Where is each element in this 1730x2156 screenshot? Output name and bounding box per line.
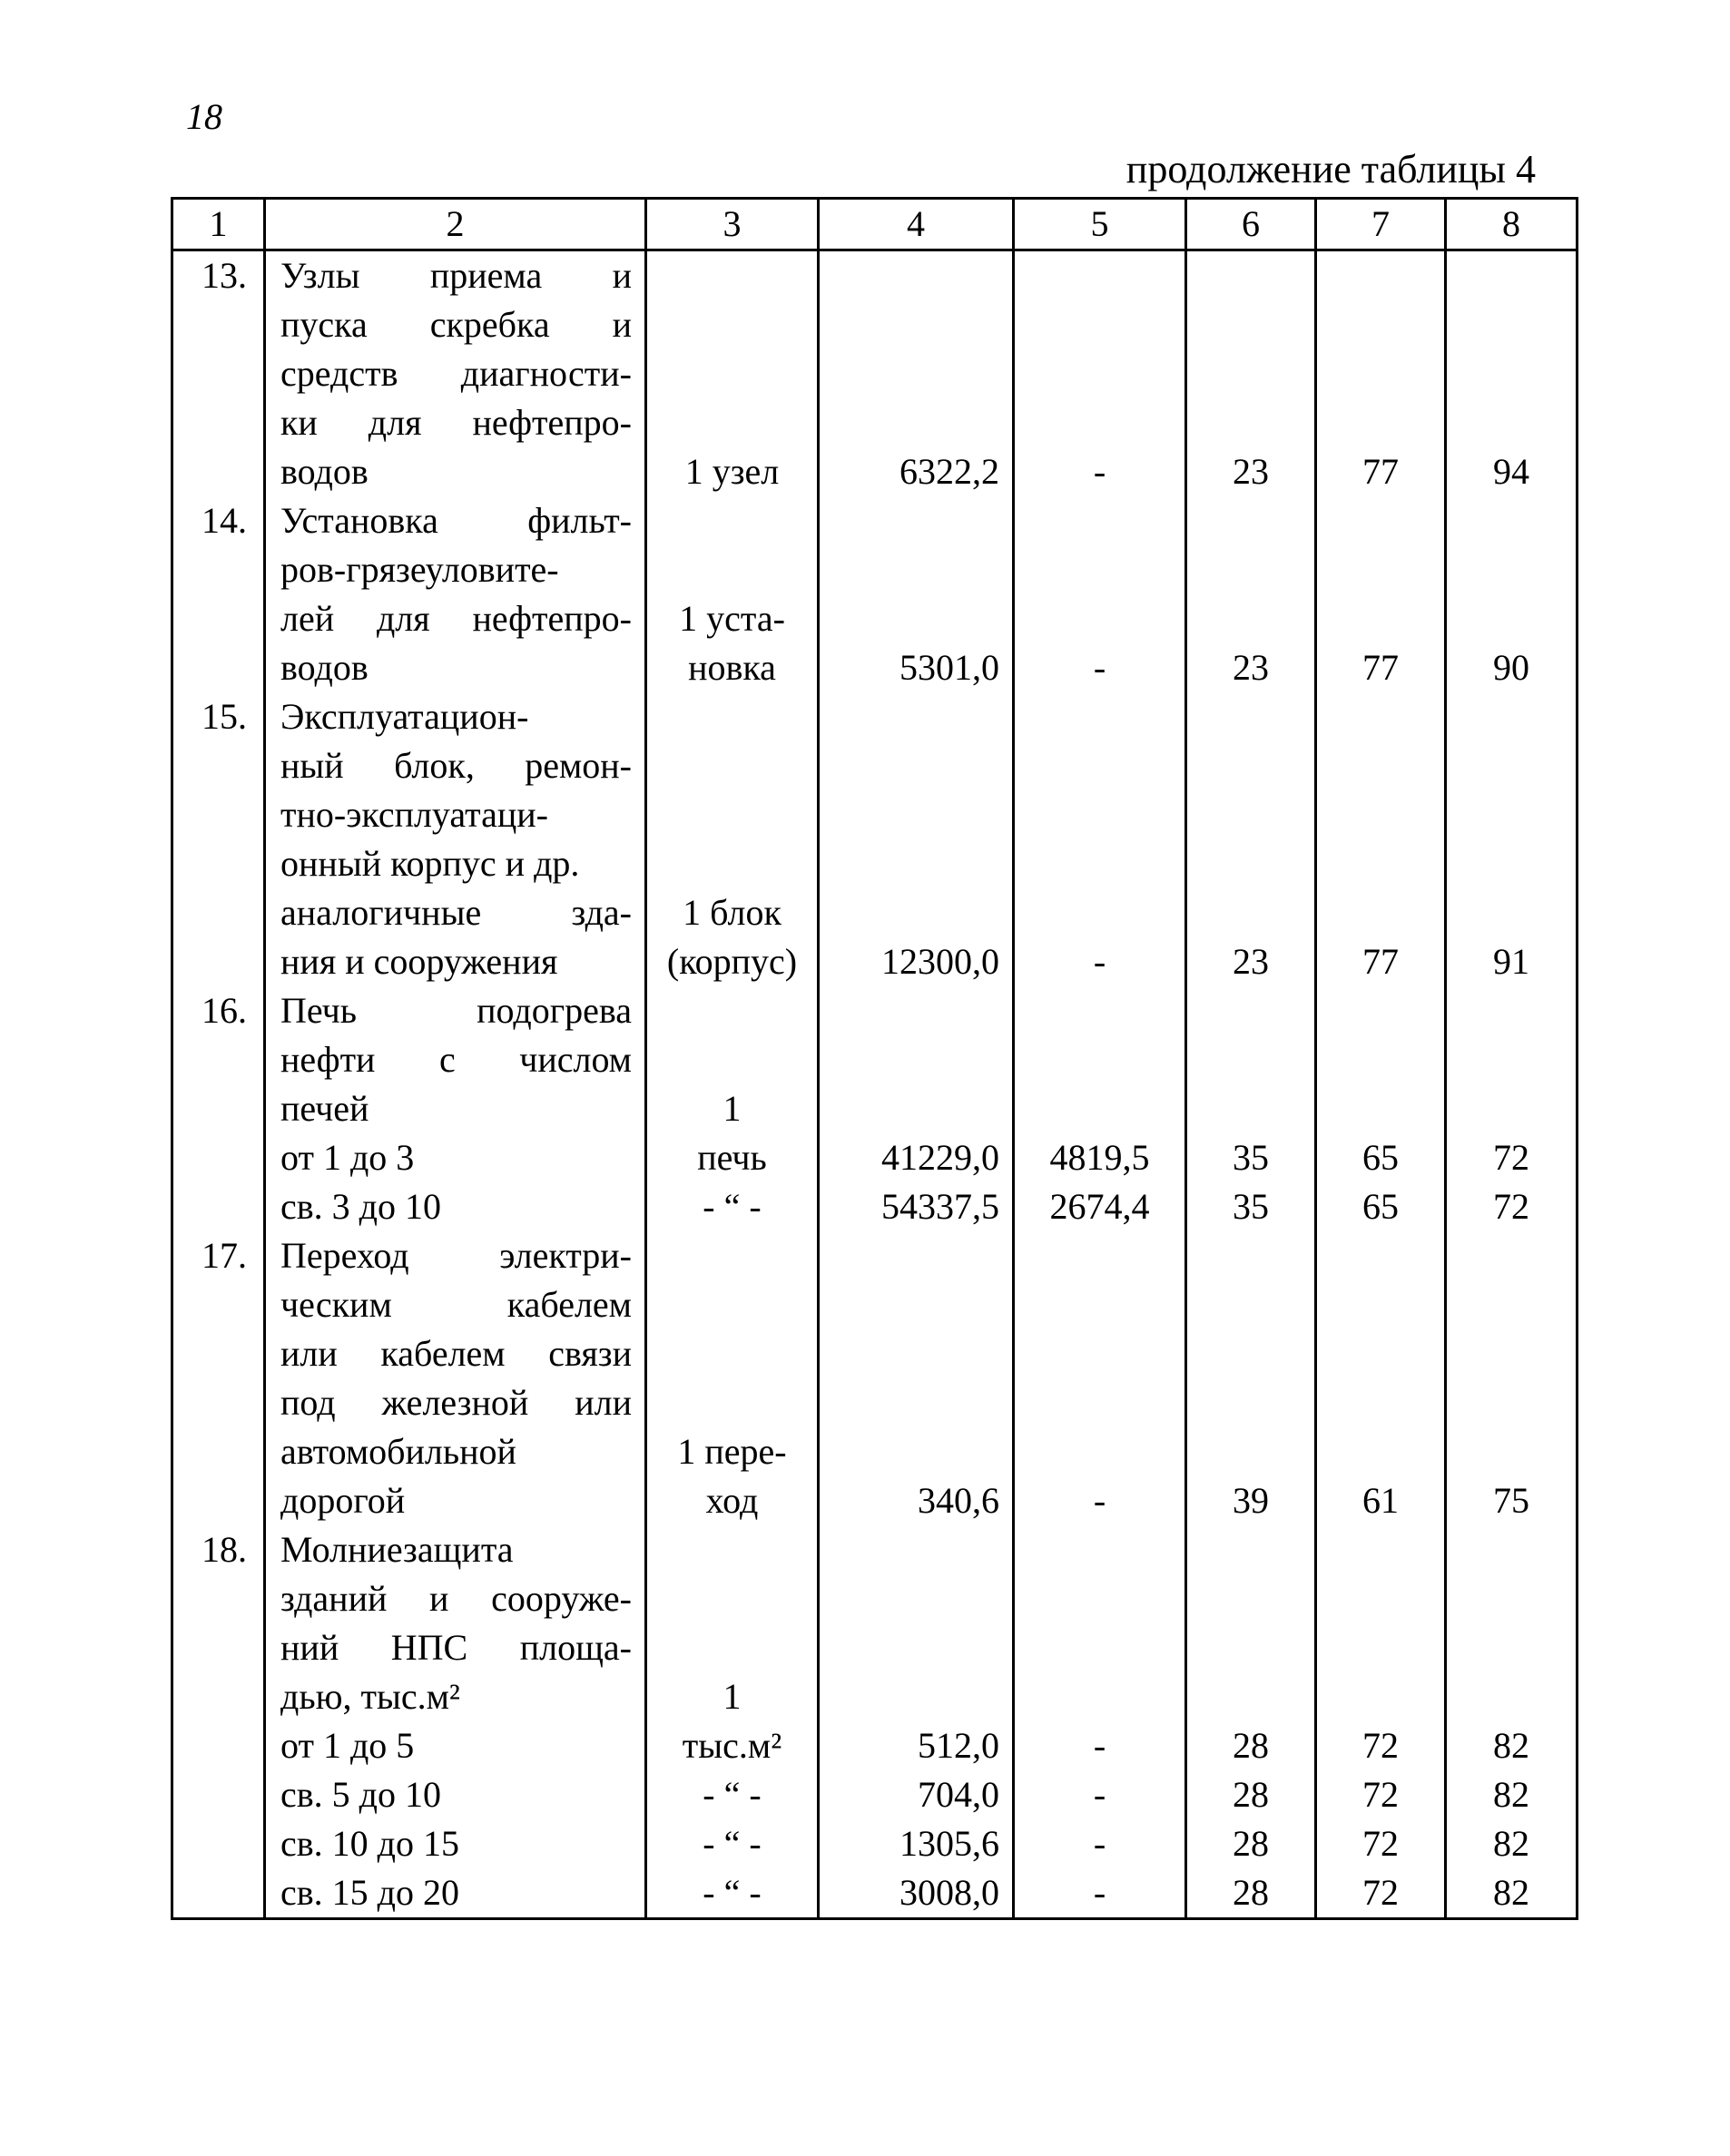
value-cell-c8 [1446,496,1578,692]
value: 5301,0 [899,647,999,688]
value-cell-c5 [1014,496,1186,692]
row-number: 17. [202,1235,247,1276]
item-name-line: Узлы приема и [280,255,632,296]
unit-line: 1 [722,1676,742,1717]
column-header: 7 [1316,199,1446,250]
item-name-line: средств диагности- [280,353,632,394]
value-cell-c5 [1014,250,1186,497]
value: 28 [1233,1774,1269,1815]
value: - [1093,1774,1106,1815]
item-name-line: Печь подогрева [280,990,632,1031]
column-header: 1 [172,199,265,250]
value-cell-c6 [1186,1525,1316,1919]
value-cell-c6 [1186,496,1316,692]
unit-cell [646,986,819,1231]
value-cell-c8 [1446,250,1578,497]
item-name-line: Эксплуатацион- [280,696,529,737]
value-cell-c7 [1316,1231,1446,1525]
item-name-line: тно-эксплуатаци- [280,794,548,835]
value: 54337,5 [881,1186,999,1227]
row-number: 15. [202,696,247,737]
value: 82 [1493,1823,1529,1864]
value-cell-c7 [1316,986,1446,1231]
value-cell-c5 [1014,692,1186,986]
column-header: 4 [819,199,1014,250]
row-number-cell [172,496,265,692]
value-cell-c8 [1446,1231,1578,1525]
row-number-cell [172,692,265,986]
value-cell-c7 [1316,496,1446,692]
unit-cell [646,692,819,986]
value: 41229,0 [881,1137,999,1178]
item-name-line: зданий и сооруже- [280,1578,632,1619]
value: 77 [1362,647,1399,688]
column-header: 2 [265,199,646,250]
value-cell-c4 [819,692,1014,986]
value: 72 [1493,1137,1529,1178]
item-name-line: св. 10 до 15 [280,1823,459,1864]
row-number: 18. [202,1529,247,1570]
item-name-line: Переход электри- [280,1235,632,1276]
item-name-line: водов [280,451,369,492]
unit-line: (корпус) [666,941,798,982]
item-name-line: лей для нефтепро- [280,598,632,639]
item-name-line: св. 15 до 20 [280,1872,459,1913]
column-header: 8 [1446,199,1578,250]
item-name-cell [265,692,646,986]
value-cell-c7 [1316,692,1446,986]
value: - [1093,1480,1106,1521]
value: 72 [1362,1823,1399,1864]
unit-line: новка [688,647,776,688]
value: 94 [1493,451,1529,492]
column-header: 5 [1014,199,1186,250]
item-name-line: ний НПС площа- [280,1627,632,1668]
table-row [172,496,1578,692]
unit-line: 1 пере- [677,1431,787,1472]
value: 512,0 [918,1725,999,1766]
value-cell-c4 [819,986,1014,1231]
unit-cell [646,1231,819,1525]
item-name-line: от 1 до 3 [280,1137,415,1178]
unit-line: - “ - [703,1186,762,1227]
value: 704,0 [918,1774,999,1815]
table-header-row [172,199,1578,250]
value-cell-c5 [1014,986,1186,1231]
value: 28 [1233,1725,1269,1766]
table-row [172,692,1578,986]
value-cell-c6 [1186,986,1316,1231]
value-cell-c4 [819,250,1014,497]
item-name-line: под железной или [280,1382,632,1423]
item-name-line: Установка фильт- [280,500,632,541]
unit-line: печь [697,1137,767,1178]
unit-line: - “ - [703,1823,762,1864]
value: - [1093,1872,1106,1913]
unit-line: 1 [722,1088,742,1129]
item-name-line: Молниезащита [280,1529,514,1570]
item-name-line: дорогой [280,1480,406,1521]
item-name-line: от 1 до 5 [280,1725,415,1766]
value: - [1093,1725,1106,1766]
column-header: 3 [646,199,819,250]
unit-cell [646,496,819,692]
value: 3008,0 [899,1872,999,1913]
item-name-cell [265,250,646,497]
value: 340,6 [918,1480,999,1521]
value: 72 [1493,1186,1529,1227]
value-cell-c7 [1316,1525,1446,1919]
value: 75 [1493,1480,1529,1521]
page-number: 18 [186,96,222,137]
table-continuation-caption: продолжение таблицы 4 [1125,147,1536,191]
value: 6322,2 [899,451,999,492]
row-number: 16. [202,990,247,1031]
value: 61 [1362,1480,1399,1521]
unit-line: тыс.м² [682,1725,782,1766]
value: 90 [1493,647,1529,688]
value: 72 [1362,1725,1399,1766]
row-number-cell [172,250,265,497]
value: - [1093,1823,1106,1864]
value: - [1093,647,1106,688]
unit-line: ход [705,1480,759,1521]
value: 35 [1233,1137,1269,1178]
item-name-line: печей [280,1088,369,1129]
unit-cell [646,1525,819,1919]
table-row [172,1231,1578,1525]
value: 12300,0 [881,941,999,982]
value-cell-c4 [819,496,1014,692]
value: 72 [1362,1774,1399,1815]
value-cell-c7 [1316,250,1446,497]
value: 23 [1233,941,1269,982]
value-cell-c6 [1186,1231,1316,1525]
value: 77 [1362,451,1399,492]
table-row [172,986,1578,1231]
item-name-cell [265,496,646,692]
value: 39 [1233,1480,1269,1521]
unit-line: 1 блок [683,892,781,933]
unit-cell [646,250,819,497]
unit-line: - “ - [703,1774,762,1815]
value: 72 [1362,1872,1399,1913]
item-name-line: дью, тыс.м² [280,1676,460,1717]
value-cell-c8 [1446,692,1578,986]
value: 91 [1493,941,1529,982]
item-name-line: ки для нефтепро- [280,402,632,443]
value: 82 [1493,1725,1529,1766]
value: - [1093,941,1106,982]
table-row [172,1525,1578,1919]
row-number-cell [172,1525,265,1919]
item-name-line: св. 5 до 10 [280,1774,441,1815]
value: 65 [1362,1186,1399,1227]
item-name-line: ния и сооружения [280,941,558,982]
value: 82 [1493,1872,1529,1913]
value-cell-c4 [819,1231,1014,1525]
row-number: 14. [202,500,247,541]
value: 82 [1493,1774,1529,1815]
value: 77 [1362,941,1399,982]
item-name-line: ный блок, ремон- [280,745,632,786]
row-number: 13. [202,255,247,296]
value-cell-c6 [1186,250,1316,497]
item-name-cell [265,986,646,1231]
value-cell-c8 [1446,986,1578,1231]
value: 28 [1233,1823,1269,1864]
unit-line: - “ - [703,1872,762,1913]
unit-line: 1 узел [684,451,780,492]
item-name-line: аналогичные зда- [280,892,632,933]
item-name-line: пуска скребка и [280,304,632,345]
value: 1305,6 [899,1823,999,1864]
unit-line: 1 уста- [679,598,785,639]
item-name-cell [265,1525,646,1919]
value-cell-c5 [1014,1231,1186,1525]
value-cell-c6 [1186,692,1316,986]
value-cell-c4 [819,1525,1014,1919]
value: 4819,5 [1049,1137,1150,1178]
value: 2674,4 [1049,1186,1150,1227]
item-name-line: автомобильной [280,1431,516,1472]
value-cell-c5 [1014,1525,1186,1919]
table-row [172,250,1578,497]
row-number-cell [172,986,265,1231]
column-header: 6 [1186,199,1316,250]
item-name-line: св. 3 до 10 [280,1186,441,1227]
item-name-line: онный корпус и др. [280,843,580,884]
item-name-cell [265,1231,646,1525]
item-name-line: ческим кабелем [280,1284,632,1325]
item-name-line: водов [280,647,369,688]
value: 35 [1233,1186,1269,1227]
value: 23 [1233,451,1269,492]
data-table [171,197,1578,1920]
item-name-line: ров-грязеуловите- [280,549,559,590]
item-name-line: или кабелем связи [280,1333,632,1374]
value: 65 [1362,1137,1399,1178]
item-name-line: нефти с числом [280,1039,632,1080]
row-number-cell [172,1231,265,1525]
value: 23 [1233,647,1269,688]
value-cell-c8 [1446,1525,1578,1919]
value: - [1093,451,1106,492]
value: 28 [1233,1872,1269,1913]
